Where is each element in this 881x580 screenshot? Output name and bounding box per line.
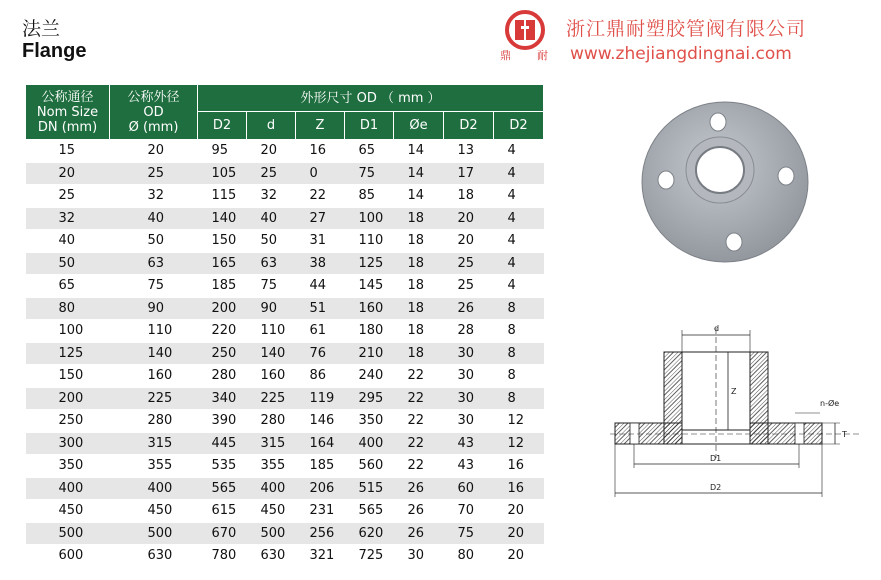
table-cell: 4 [494,140,544,163]
table-cell: 85 [345,185,394,208]
table-cell: 600 [26,545,110,568]
table-row [26,455,544,478]
table-cell: 40 [247,207,296,230]
table-cell: 61 [296,320,345,343]
table-cell: 44 [296,275,345,298]
table-cell: 20 [247,140,296,163]
label-d: d [714,324,720,333]
table-cell: 30 [394,545,444,568]
table-cell: 43 [444,432,494,455]
header-od [110,85,198,140]
table-cell: 22 [394,365,444,388]
table-row [26,522,544,545]
table-cell: 200 [26,387,110,410]
table-cell: 119 [296,387,345,410]
table-cell: 400 [26,477,110,500]
page-title-zh: 法兰 [22,18,61,40]
table-cell: 146 [296,410,345,433]
table-cell: 32 [26,207,110,230]
table-cell: 535 [198,455,247,478]
table-cell: 145 [345,275,394,298]
table-cell: 65 [26,275,110,298]
company-website: www.zhejiangdingnai.com [570,44,792,64]
table-cell: 355 [247,455,296,478]
table-cell: 400 [247,477,296,500]
table-cell: 4 [494,275,544,298]
table-cell: 100 [345,207,394,230]
table-cell: 200 [198,297,247,320]
header-od-zh: 公称外径 [127,89,180,105]
table-cell: 27 [296,207,345,230]
table-cell: 180 [345,320,394,343]
table-cell: 20 [444,230,494,253]
table-cell: 185 [198,275,247,298]
table-cell: 110 [247,320,296,343]
table-cell: 150 [198,230,247,253]
table-cell: 630 [110,545,198,568]
table-cell: 185 [296,455,345,478]
table-cell: 25 [26,185,110,208]
table-cell: 20 [26,162,110,185]
table-row [26,410,544,433]
table-cell: 100 [26,320,110,343]
table-cell: 400 [345,432,394,455]
table-cell: 315 [110,432,198,455]
table-cell: 321 [296,545,345,568]
table-cell: 63 [110,252,198,275]
table-cell: 18 [394,297,444,320]
table-cell: 231 [296,500,345,523]
table-cell: 315 [247,432,296,455]
label-t: T [842,430,847,439]
table-row [26,207,544,230]
table-cell: 280 [247,410,296,433]
table-cell: 25 [444,252,494,275]
table-cell: 225 [110,387,198,410]
table-cell: 75 [247,275,296,298]
table-cell: 18 [394,342,444,365]
table-row [26,545,544,568]
subheader-oe: Øe [394,112,444,140]
table-cell: 560 [345,455,394,478]
flange-spec-table [25,84,544,568]
table-cell: 50 [110,230,198,253]
header-nom-size-zh: 公称通径 [41,89,94,105]
table-cell: 14 [394,162,444,185]
header-dimensions-group: 外形尺寸 OD （ mm ） [198,85,544,112]
table-cell: 12 [494,410,544,433]
table-cell: 65 [345,140,394,163]
table-cell: 500 [247,522,296,545]
table-cell: 125 [26,342,110,365]
table-cell: 25 [444,275,494,298]
table-cell: 780 [198,545,247,568]
table-cell: 355 [110,455,198,478]
label-d2: D2 [710,483,722,492]
table-cell: 250 [26,410,110,433]
table-cell: 40 [26,230,110,253]
table-cell: 670 [198,522,247,545]
table-cell: 250 [198,342,247,365]
subheader-z: Z [296,112,345,140]
table-cell: 225 [247,387,296,410]
table-cell: 210 [345,342,394,365]
table-cell: 30 [444,410,494,433]
subheader-d2-b: D2 [444,112,494,140]
table-cell: 22 [394,455,444,478]
logo-char-nai: 耐 [537,49,548,62]
table-cell: 0 [296,162,345,185]
table-cell: 50 [247,230,296,253]
table-cell: 90 [247,297,296,320]
table-row [26,387,544,410]
table-row [26,320,544,343]
table-cell: 105 [198,162,247,185]
table-cell: 160 [247,365,296,388]
table-cell: 17 [444,162,494,185]
table-cell: 13 [444,140,494,163]
table-cell: 620 [345,522,394,545]
table-cell: 18 [394,320,444,343]
table-cell: 16 [296,140,345,163]
table-row [26,275,544,298]
table-cell: 165 [198,252,247,275]
table-cell: 515 [345,477,394,500]
table-cell: 75 [110,275,198,298]
table-cell: 22 [394,432,444,455]
table-cell: 18 [394,252,444,275]
table-cell: 76 [296,342,345,365]
table-cell: 14 [394,140,444,163]
table-cell: 18 [444,185,494,208]
table-cell: 43 [444,455,494,478]
table-cell: 565 [345,500,394,523]
table-cell: 26 [394,522,444,545]
table-cell: 150 [26,365,110,388]
table-cell: 20 [444,207,494,230]
label-z: Z [731,387,737,396]
flange-cross-section-drawing [610,318,860,498]
table-cell: 15 [26,140,110,163]
table-cell: 110 [345,230,394,253]
table-cell: 50 [26,252,110,275]
table-row [26,252,544,275]
table-cell: 22 [394,387,444,410]
table-cell: 280 [110,410,198,433]
table-cell: 110 [110,320,198,343]
table-cell: 295 [345,387,394,410]
table-cell: 8 [494,365,544,388]
table-cell: 12 [494,432,544,455]
flange-photo [640,98,810,263]
table-row [26,185,544,208]
table-cell: 25 [247,162,296,185]
table-cell: 18 [394,207,444,230]
table-cell: 20 [494,500,544,523]
table-cell: 140 [198,207,247,230]
table-cell: 725 [345,545,394,568]
table-cell: 340 [198,387,247,410]
table-cell: 4 [494,162,544,185]
table-cell: 4 [494,252,544,275]
table-cell: 75 [444,522,494,545]
table-cell: 26 [394,477,444,500]
table-cell: 26 [394,500,444,523]
table-cell: 18 [394,275,444,298]
table-cell: 28 [444,320,494,343]
header-od-en: OD [143,104,164,120]
table-cell: 220 [198,320,247,343]
table-cell: 22 [296,185,345,208]
table-cell: 30 [444,365,494,388]
table-cell: 86 [296,365,345,388]
table-cell: 140 [247,342,296,365]
table-cell: 164 [296,432,345,455]
table-cell: 51 [296,297,345,320]
table-cell: 630 [247,545,296,568]
header-nom-size-unit: DN (mm) [37,119,98,135]
table-row [26,432,544,455]
table-cell: 63 [247,252,296,275]
table-row [26,342,544,365]
table-row [26,230,544,253]
table-cell: 256 [296,522,345,545]
table-cell: 350 [26,455,110,478]
table-row [26,140,544,163]
table-cell: 8 [494,297,544,320]
table-cell: 14 [394,185,444,208]
table-row [26,477,544,500]
table-cell: 160 [110,365,198,388]
table-cell: 140 [110,342,198,365]
subheader-d2: D2 [198,112,247,140]
table-cell: 8 [494,320,544,343]
table-cell: 22 [394,410,444,433]
table-cell: 40 [110,207,198,230]
table-cell: 26 [444,297,494,320]
table-cell: 8 [494,387,544,410]
table-cell: 125 [345,252,394,275]
table-cell: 32 [110,185,198,208]
table-cell: 95 [198,140,247,163]
table-cell: 38 [296,252,345,275]
table-cell: 300 [26,432,110,455]
table-cell: 390 [198,410,247,433]
table-cell: 115 [198,185,247,208]
table-cell: 450 [110,500,198,523]
table-cell: 160 [345,297,394,320]
table-cell: 450 [247,500,296,523]
table-cell: 80 [26,297,110,320]
page-title-en: Flange [22,40,87,62]
table-row [26,500,544,523]
label-n-oe: n-Øe [820,399,840,408]
table-cell: 80 [444,545,494,568]
table-cell: 4 [494,207,544,230]
subheader-d1: D1 [345,112,394,140]
table-cell: 75 [345,162,394,185]
table-cell: 90 [110,297,198,320]
table-cell: 18 [394,230,444,253]
table-cell: 565 [198,477,247,500]
table-cell: 30 [444,342,494,365]
table-cell: 4 [494,230,544,253]
logo-char-ding: 鼎 [500,49,511,62]
table-cell: 400 [110,477,198,500]
table-cell: 20 [494,545,544,568]
table-cell: 4 [494,185,544,208]
table-cell: 16 [494,455,544,478]
table-row [26,297,544,320]
table-cell: 280 [198,365,247,388]
table-cell: 240 [345,365,394,388]
company-name: 浙江鼎耐塑胶管阀有限公司 [566,18,807,40]
subheader-d: d [247,112,296,140]
table-cell: 60 [444,477,494,500]
label-d1: D1 [710,454,722,463]
table-cell: 450 [26,500,110,523]
subheader-d2-c: D2 [494,112,544,140]
table-cell: 615 [198,500,247,523]
table-cell: 32 [247,185,296,208]
table-cell: 25 [110,162,198,185]
table-cell: 16 [494,477,544,500]
table-row [26,162,544,185]
header-nom-size-en: Nom Size [36,104,99,120]
table-cell: 20 [494,522,544,545]
table-body [26,140,544,568]
table-cell: 500 [110,522,198,545]
table-cell: 31 [296,230,345,253]
table-cell: 445 [198,432,247,455]
table-cell: 8 [494,342,544,365]
table-row [26,365,544,388]
table-cell: 350 [345,410,394,433]
table-cell: 70 [444,500,494,523]
table-cell: 30 [444,387,494,410]
table-cell: 206 [296,477,345,500]
table-cell: 20 [110,140,198,163]
header-od-unit: Ø (mm) [128,119,179,135]
header-nom-size [26,85,110,140]
table-cell: 500 [26,522,110,545]
